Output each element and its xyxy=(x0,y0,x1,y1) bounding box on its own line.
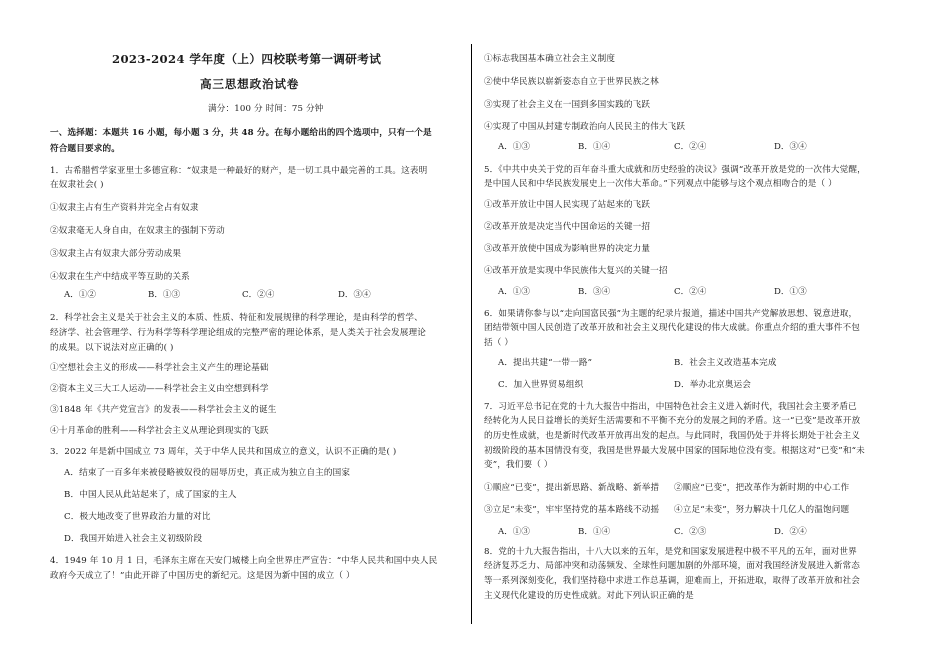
q6-stem-line: 6．如果请你参与以“走向国富民强”为主题的纪录片报道，描述中国共产党解放思想、锐意进取， xyxy=(484,309,858,319)
q7-stem-line: 的历史性成就，也是新时代改革开放再出发的起点。与此同时，我国仍处于并将长期处于社会主义 xyxy=(484,431,860,441)
q8-stem-line: 经济复苏乏力、局部冲突和动荡频发、全球性问题加剧的外部环境，面对我国经济发展进入新常态 xyxy=(484,561,860,571)
q4-choice-c[interactable]: C．②④ xyxy=(674,142,707,152)
q3-choice-b[interactable]: B．中国人民从此站起来了，成了国家的主人 xyxy=(64,490,237,500)
q8-stem-line: 8．党的十九大报告指出，十八大以来的五年，是党和国家发展进程中极不平凡的五年，面对世界 xyxy=(484,547,857,557)
q1-item: ①奴隶主占有生产资料并完全占有奴隶 xyxy=(50,203,199,213)
q7-choice-c[interactable]: C．②③ xyxy=(674,527,707,537)
q6-stem-line: 团结带领中国人民创造了改革开放和社会主义现代化建设的伟大成就。你重点介绍的重大事件不包 xyxy=(484,323,860,333)
q4-choice-d[interactable]: D．③④ xyxy=(774,142,807,152)
q1-choice-c[interactable]: C．②④ xyxy=(242,290,275,300)
exam-meta: 满分：100 分 时间：75 分钟 xyxy=(208,104,324,114)
q7-choice-b[interactable]: B．①④ xyxy=(578,527,611,537)
q7-item: ①顺应“已变”，提出新思路、新战略、新举措 xyxy=(484,483,660,493)
q2-item: ④十月革命的胜利——科学社会主义从理论到现实的飞跃 xyxy=(50,426,269,436)
q4-stem-line: 4．1949 年 10 月 1 日，毛泽东主席在天安门城楼上向全世界庄严宣告：“中华人民共和国中央人民 xyxy=(50,556,438,566)
q5-stem-line: 是中国人民和中华民族发展史上一次伟大革命。”下列观点中能够与这个观点相吻合的是（ ） xyxy=(484,179,837,189)
q1-stem-line: 在奴隶社会( ) xyxy=(50,180,104,190)
q4-stem-line: 政府今天成立了！”由此开辟了中国历史的新纪元。这是因为新中国的成立（ ） xyxy=(50,571,355,581)
q4-choice-a[interactable]: A．①③ xyxy=(498,142,530,152)
q6-stem-line: 括（ ） xyxy=(484,338,514,348)
q2-item: ③1848 年《共产党宣言》的发表——科学社会主义的诞生 xyxy=(50,405,277,415)
q5-stem-line: 5．《中共中央关于党的百年奋斗重大成就和历史经验的决议》强调“改革开放是党的一次伟大觉醒， xyxy=(484,165,866,175)
q5-item: ④改革开放是实现中华民族伟大复兴的关键一招 xyxy=(484,266,668,276)
q3-choice-c[interactable]: C．极大地改变了世界政治力量的对比 xyxy=(64,512,211,522)
q8-stem-line: 主义现代化建设的历史性成就。对此下列认识正确的是 xyxy=(484,591,694,601)
q1-choice-b[interactable]: B．①③ xyxy=(148,290,181,300)
q5-choice-a[interactable]: A．①③ xyxy=(498,287,530,297)
q7-stem-line: 经转化为人民日益增长的美好生活需要和不平衡不充分的发展之间的矛盾。这一“已变”是改革开放 xyxy=(484,416,861,426)
column-divider xyxy=(471,44,472,624)
q6-choice-a[interactable]: A．提出共建“一带一路” xyxy=(498,358,593,368)
q7-item: ②顺应“已变”，把改革作为新时期的中心工作 xyxy=(674,483,850,493)
q8-stem-line: 等一系列深刻变化，我们坚持稳中求进工作总基调，迎难而上，开拓进取，取得了改革开放和社会 xyxy=(484,576,860,586)
q1-item: ③奴隶主占有奴隶大部分劳动成果 xyxy=(50,249,182,259)
q3-choice-d[interactable]: D．我国开始进入社会主义初级阶段 xyxy=(64,534,203,544)
section-instructions-2: 符合题目要求的。 xyxy=(50,144,120,154)
q6-choice-b[interactable]: B．社会主义改造基本完成 xyxy=(674,358,777,368)
q1-choice-a[interactable]: A．①② xyxy=(64,290,96,300)
q5-choice-c[interactable]: C．②④ xyxy=(674,287,707,297)
q2-item: ①空想社会主义的形成——科学社会主义产生的理论基础 xyxy=(50,363,269,373)
q1-stem-line: 1．古希腊哲学家亚里士多德宣称：“奴隶是一种最好的财产，是一切工具中最完善的工具。这表明 xyxy=(50,166,428,176)
q3-choice-a[interactable]: A．结束了一百多年来被侵略被奴役的屈辱历史，真正成为独立自主的国家 xyxy=(64,468,351,478)
q4-item: ①标志我国基本确立社会主义制度 xyxy=(484,54,616,64)
q7-choice-a[interactable]: A．①③ xyxy=(498,527,530,537)
q5-item: ②改革开放是决定当代中国命运的关键一招 xyxy=(484,222,651,232)
q2-item: ②资本主义三大工人运动——科学社会主义由空想到科学 xyxy=(50,384,269,394)
q7-choice-d[interactable]: D．②④ xyxy=(774,527,807,537)
q4-item: ④实现了中国从封建专制政治向人民民主的伟大飞跃 xyxy=(484,122,686,132)
q3-stem-line: 3．2022 年是新中国成立 73 周年，关于中华人民共和国成立的意义，认识不正确的是( ) xyxy=(50,447,397,457)
q1-choice-d[interactable]: D．③④ xyxy=(338,290,371,300)
q1-item: ②奴隶毫无人身自由，在奴隶主的强制下劳动 xyxy=(50,226,225,236)
q7-stem-line: 初级阶段的基本国情没有变，我国是世界最大发展中国家的国际地位没有变。根据这对“已变”和“未 xyxy=(484,446,865,456)
q5-choice-d[interactable]: D．①③ xyxy=(774,287,807,297)
q1-item: ④奴隶在生产中结成平等互助的关系 xyxy=(50,272,190,282)
q2-stem-line: 经济学、社会管理学、行为科学等科学理论组成的完整严密的理论体系，是人类关于社会发展理论 xyxy=(50,328,426,338)
q4-item: ②使中华民族以崭新姿态自立于世界民族之林 xyxy=(484,77,659,87)
q7-stem-line: 7．习近平总书记在党的十九大报告中指出，中国特色社会主义进入新时代，我国社会主要矛盾已 xyxy=(484,402,857,412)
q6-choice-c[interactable]: C．加入世界贸易组织 xyxy=(498,380,584,390)
q7-item: ④立足“未变”，努力解决十几亿人的温饱问题 xyxy=(674,505,850,515)
exam-title: 2023-2024 学年度（上）四校联考第一调研考试 xyxy=(112,52,382,66)
q4-item: ③实现了社会主义在一国到多国实践的飞跃 xyxy=(484,100,651,110)
q4-choice-b[interactable]: B．①④ xyxy=(578,142,611,152)
q7-stem-line: 变”，我们要（ ） xyxy=(484,460,553,470)
section-instructions-1: 一、选择题：本题共 16 小题，每小题 3 分，共 48 分。在每小题给出的四个选项中，只有一个是 xyxy=(50,128,432,138)
q6-choice-d[interactable]: D．举办北京奥运会 xyxy=(674,380,751,390)
q5-item: ③改革开放使中国成为影响世界的决定力量 xyxy=(484,244,651,254)
q7-item: ③立足“未变”，牢牢坚持党的基本路线不动摇 xyxy=(484,505,660,515)
q2-stem-line: 2．科学社会主义是关于社会主义的本质、性质、特征和发展规律的科学理论，是由科学的哲学、 xyxy=(50,313,423,323)
q2-stem-line: 的成果。以下说法对应正确的( ) xyxy=(50,343,174,353)
exam-subtitle: 高三思想政治试卷 xyxy=(200,77,300,91)
q5-choice-b[interactable]: B．③④ xyxy=(578,287,611,297)
q5-item: ①改革开放让中国人民实现了站起来的飞跃 xyxy=(484,200,651,210)
